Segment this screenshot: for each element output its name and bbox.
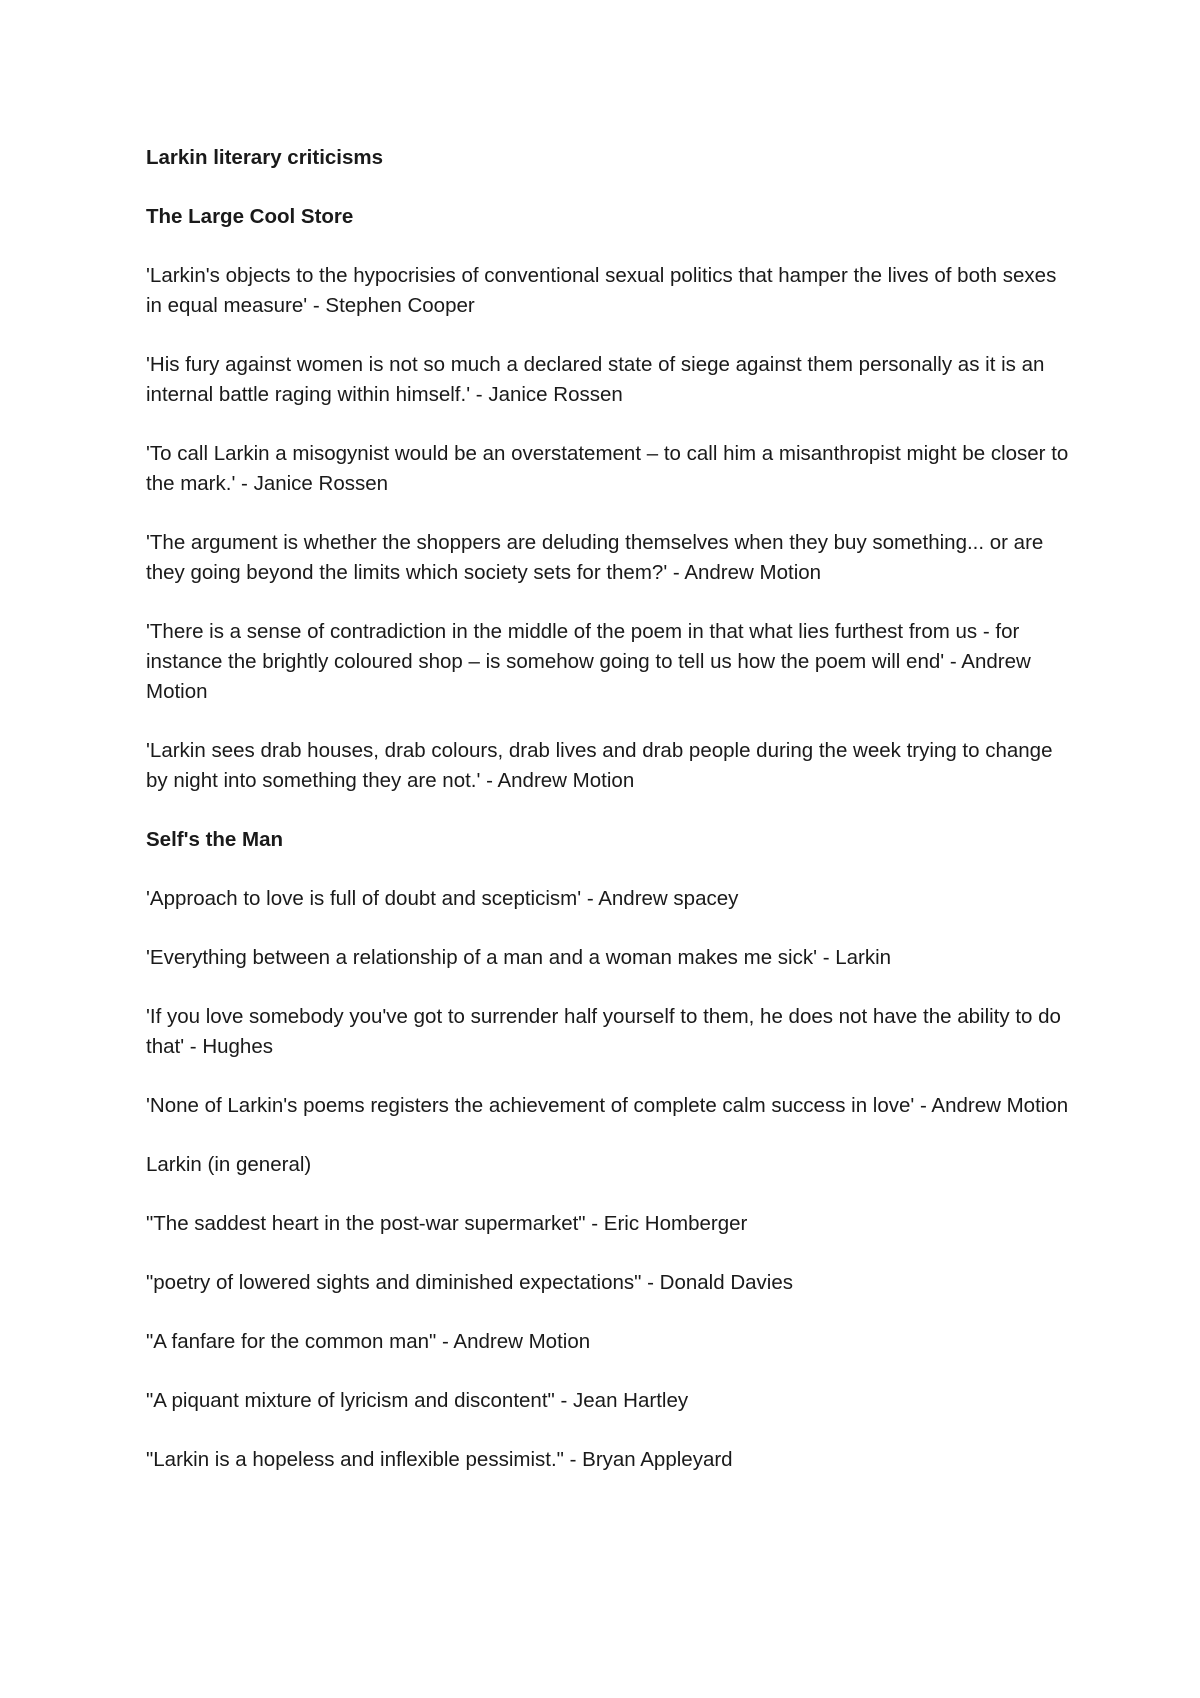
quote-paragraph: 'Larkin's objects to the hypocrisies of conventional sexual politics that hamper the lives of both sexes in equal measure' - Stephen Cooper bbox=[146, 264, 1057, 317]
document-page bbox=[146, 143, 1076, 1504]
section-heading-large-cool-store: The Large Cool Store bbox=[146, 205, 354, 228]
quote-paragraph: "A piquant mixture of lyricism and discontent" - Jean Hartley bbox=[146, 1389, 689, 1412]
quote-paragraph: 'There is a sense of contradiction in the middle of the poem in that what lies furthest from us - for instance the brightly coloured shop – is somehow going to tell us how the poem will end' - Andrew Motion bbox=[146, 620, 1031, 703]
quote-paragraph: "Larkin is a hopeless and inflexible pessimist." - Bryan Appleyard bbox=[146, 1448, 733, 1471]
quote-paragraph: 'Everything between a relationship of a man and a woman makes me sick' - Larkin bbox=[146, 946, 892, 969]
quote-paragraph: "A fanfare for the common man" - Andrew Motion bbox=[146, 1330, 591, 1353]
quote-paragraph: "The saddest heart in the post-war supermarket" - Eric Homberger bbox=[146, 1212, 748, 1235]
quote-paragraph: 'The argument is whether the shoppers are deluding themselves when they buy something... or are they going beyond the limits which society sets for them?' - Andrew Motion bbox=[146, 531, 1044, 584]
quote-paragraph: 'Approach to love is full of doubt and scepticism' - Andrew spacey bbox=[146, 887, 739, 910]
document-title: Larkin literary criticisms bbox=[146, 146, 384, 169]
quote-paragraph: 'Larkin sees drab houses, drab colours, drab lives and drab people during the week trying to change by night into something they are not.' - Andrew Motion bbox=[146, 739, 1053, 792]
section-heading-selfs-the-man: Self's the Man bbox=[146, 828, 284, 851]
section-heading-larkin-general: Larkin (in general) bbox=[146, 1153, 312, 1176]
quote-paragraph: 'None of Larkin's poems registers the achievement of complete calm success in love' - Andrew Motion bbox=[146, 1094, 1069, 1117]
quote-paragraph: 'His fury against women is not so much a declared state of siege against them personally as it is an internal battle raging within himself.' - Janice Rossen bbox=[146, 353, 1045, 406]
quote-paragraph: "poetry of lowered sights and diminished expectations" - Donald Davies bbox=[146, 1271, 793, 1294]
quote-paragraph: 'If you love somebody you've got to surrender half yourself to them, he does not have the ability to do that' - Hughes bbox=[146, 1005, 1061, 1058]
quote-paragraph: 'To call Larkin a misogynist would be an overstatement – to call him a misanthropist might be closer to the mark.' - Janice Rossen bbox=[146, 442, 1069, 495]
